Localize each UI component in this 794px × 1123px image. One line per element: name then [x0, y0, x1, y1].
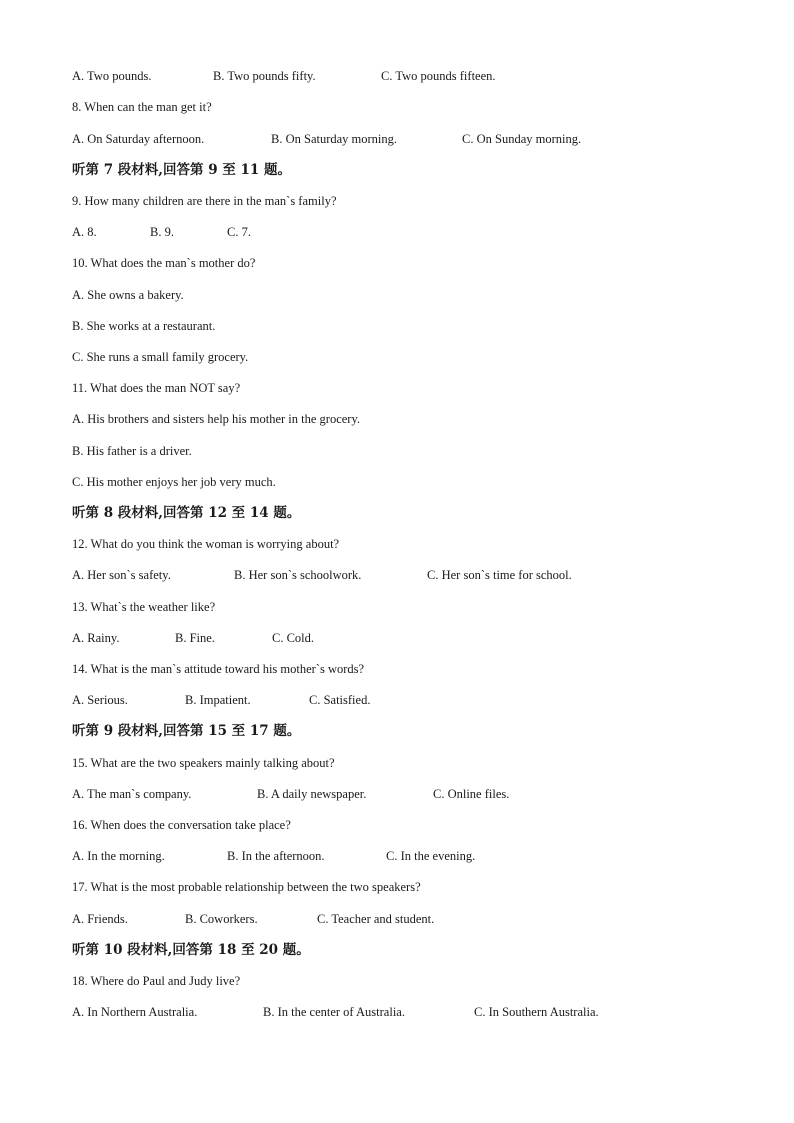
section-heading: 听第 10 段材料,回答第 18 至 20 题。: [72, 942, 310, 958]
option-b: B. Her son`s schoolwork.: [234, 568, 362, 582]
question-18: 18. Where do Paul and Judy live?: [72, 974, 241, 988]
option-c: C. On Sunday morning.: [462, 132, 582, 146]
question-16: 16. When does the conversation take place?: [72, 818, 291, 832]
option-a: A. Serious.: [72, 693, 128, 707]
option-b: B. 9.: [150, 225, 174, 239]
section-heading: 听第 7 段材料,回答第 9 至 11 题。: [72, 162, 291, 178]
option-c: C. 7.: [227, 225, 251, 239]
option-c: C. His mother enjoys her job very much.: [72, 475, 276, 489]
option-a: A. Friends.: [72, 912, 128, 926]
option-a: A. Two pounds.: [72, 69, 152, 83]
option-b: B. Two pounds fifty.: [213, 69, 316, 83]
option-a: A. In the morning.: [72, 849, 165, 863]
question-8: 8. When can the man get it?: [72, 100, 212, 114]
question-15: 15. What are the two speakers mainly talking about?: [72, 756, 335, 770]
option-b: B. A daily newspaper.: [257, 787, 367, 801]
option-a: A. Rainy.: [72, 631, 120, 645]
question-17: 17. What is the most probable relationship between the two speakers?: [72, 880, 421, 894]
section-heading: 听第 8 段材料,回答第 12 至 14 题。: [72, 505, 301, 521]
option-a: A. His brothers and sisters help his mother in the grocery.: [72, 412, 361, 426]
option-b: B. Fine.: [175, 631, 215, 645]
section-heading: 听第 9 段材料,回答第 15 至 17 题。: [72, 723, 301, 739]
question-11: 11. What does the man NOT say?: [72, 381, 241, 395]
question-14: 14. What is the man`s attitude toward his mother`s words?: [72, 662, 365, 676]
option-a: A. In Northern Australia.: [72, 1005, 198, 1019]
option-b: B. Impatient.: [185, 693, 251, 707]
question-12: 12. What do you think the woman is worrying about?: [72, 537, 340, 551]
option-c: C. Teacher and student.: [317, 912, 435, 926]
option-c: C. Her son`s time for school.: [427, 568, 572, 582]
option-c: C. Two pounds fifteen.: [381, 69, 496, 83]
question-9: 9. How many children are there in the man`s family?: [72, 194, 337, 208]
option-a: A. 8.: [72, 225, 97, 239]
question-10: 10. What does the man`s mother do?: [72, 256, 256, 270]
option-a: A. She owns a bakery.: [72, 288, 184, 302]
option-a: A. The man`s company.: [72, 787, 192, 801]
option-a: A. Her son`s safety.: [72, 568, 171, 582]
option-b: B. In the afternoon.: [227, 849, 325, 863]
option-c: C. In the evening.: [386, 849, 476, 863]
option-c: C. Satisfied.: [309, 693, 371, 707]
question-13: 13. What`s the weather like?: [72, 600, 216, 614]
option-c: C. In Southern Australia.: [474, 1005, 599, 1019]
option-b: B. Coworkers.: [185, 912, 258, 926]
option-c: C. Cold.: [272, 631, 315, 645]
option-b: B. In the center of Australia.: [263, 1005, 405, 1019]
option-a: A. On Saturday afternoon.: [72, 132, 205, 146]
option-b: B. His father is a driver.: [72, 444, 192, 458]
option-b: B. On Saturday morning.: [271, 132, 398, 146]
option-c: C. She runs a small family grocery.: [72, 350, 249, 364]
option-b: B. She works at a restaurant.: [72, 319, 216, 333]
option-c: C. Online files.: [433, 787, 510, 801]
